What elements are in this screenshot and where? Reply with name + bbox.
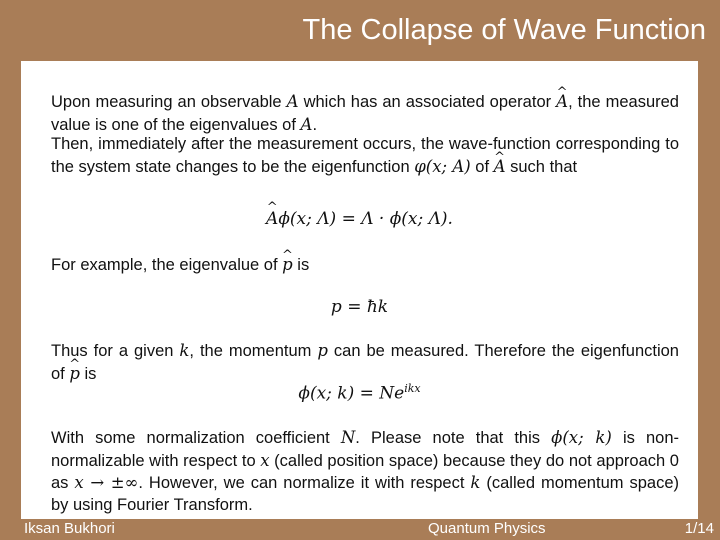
paragraph-normalization: With some normalization coefficient N. Please note that this ϕ(x; k) is non-normalizable with respect to x (called position space) because they do not approach 0 as x → ±∞. However, we can normalize it with respect k (called momentum space) by using Fourier Transform.: [51, 428, 680, 514]
equation-eigenfunction: ϕ(x; $k) = Ne^{ikx}$: [298, 382, 421, 404]
footer-author: Iksan Bukhori: [24, 520, 115, 537]
slide-title: The Collapse of Wave Function: [302, 14, 706, 46]
equation-momentum: p = ħk: [330, 297, 389, 317]
symbol-A: A: [286, 92, 299, 111]
equation-eigen: ^ Aϕ(x; Λ) = Λ · ϕ(x; Λ).: [21, 209, 698, 229]
footer-page-number: 1/14: [684, 520, 714, 537]
paragraph-example: For example, the eigenvalue of ^ p is: [51, 254, 679, 277]
paragraph-observable: Upon measuring an observable A which has an associated operator ^ A, the measured value is one of the eigenvalues of A.: [51, 91, 679, 136]
content-panel: [21, 61, 698, 519]
eigenfunction-phi: φ(x; A): [414, 156, 471, 176]
footer-course: Quantum Physics: [428, 520, 546, 537]
slide-footer: [0, 517, 720, 540]
operator-A-hat: ^ A: [556, 91, 568, 113]
paragraph-collapse: Then, immediately after the measurement occurs, the wave-function corresponding to the system state changes to be the eigenfunction φ(x; A) of ^ A such that: [51, 134, 679, 178]
operator-p-hat: ^ p: [282, 254, 293, 276]
paragraph-given-k: Thus for a given k, the momentum p can be measured. Therefore the eigenfunction of ^ p is: [51, 340, 679, 385]
